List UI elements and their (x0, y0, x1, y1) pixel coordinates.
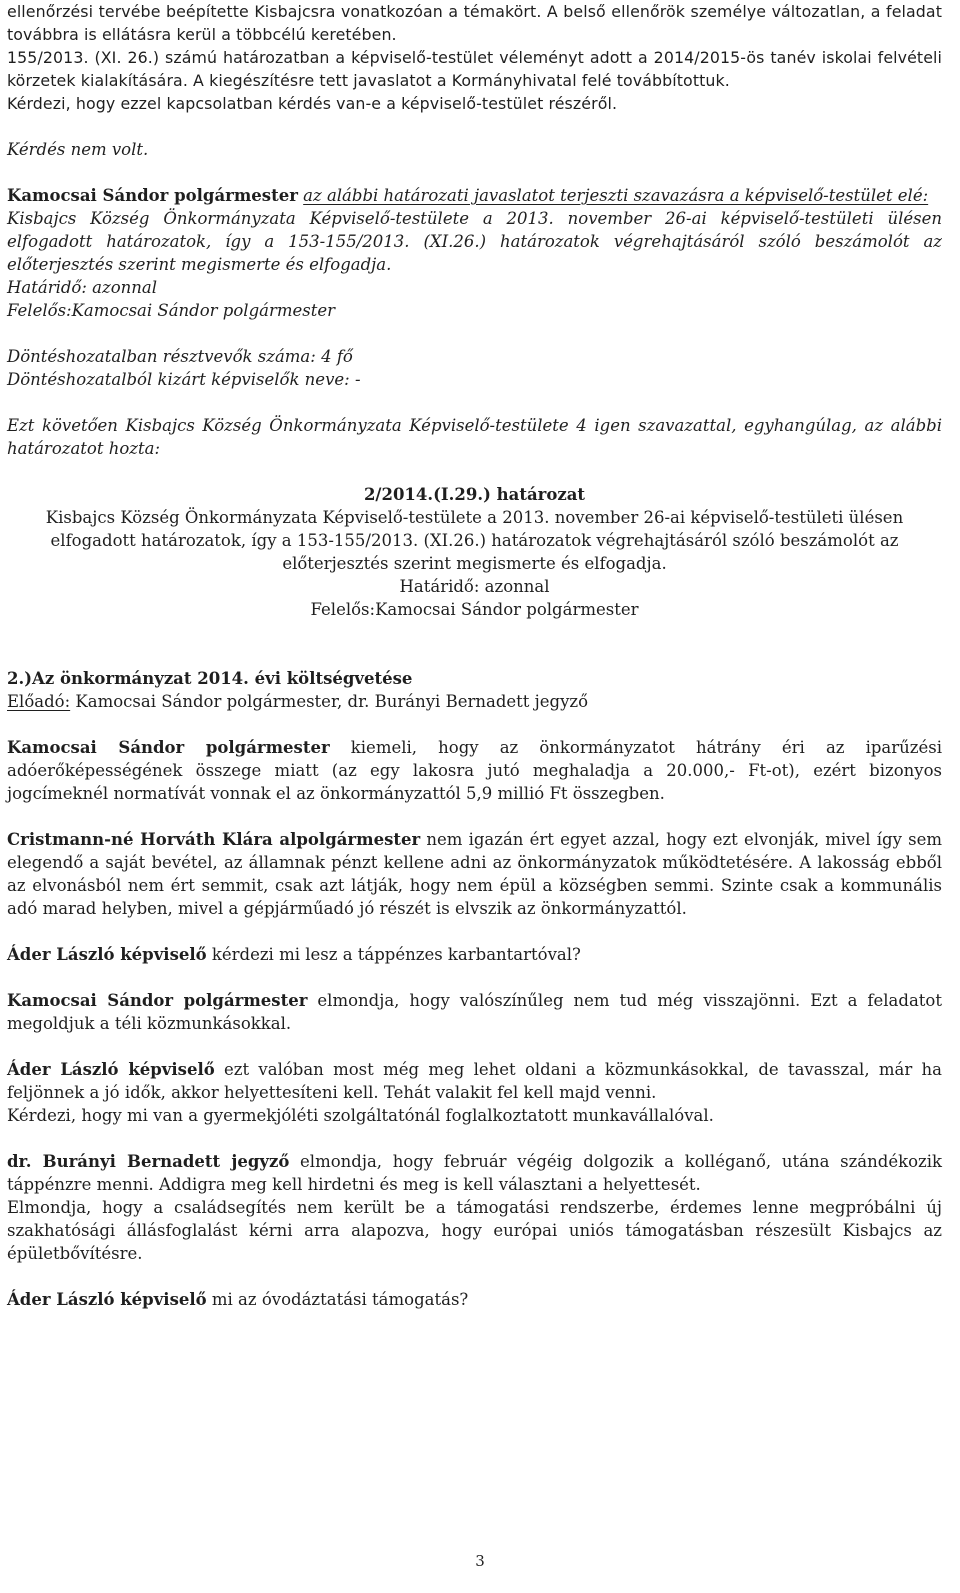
speaker-name: dr. Burányi Bernadett jegyző (7, 1152, 290, 1171)
discussion-paragraph (7, 1058, 942, 1104)
speaker-name: Cristmann-né Horváth Klára alpolgármester (7, 830, 421, 849)
discussion-paragraph (7, 828, 942, 920)
proposal-deadline: Határidő: azonnal (7, 278, 157, 297)
speaker-name: Áder László képviselő (7, 1290, 207, 1309)
proposal-lead (7, 184, 942, 207)
agenda-item-title: 2.)Az önkormányzat 2014. évi költségvetése (7, 669, 413, 688)
speaker-name: Kamocsai Sándor polgármester (7, 738, 330, 757)
speech-text: kérdezi mi lesz a táppénzes karbantartóval? (206, 945, 581, 964)
resolution-number: 2/2014.(I.29.) határozat (363, 485, 586, 504)
resolution-deadline: Határidő: azonnal (399, 577, 550, 596)
speech-text: ezt valóban most még meg lehet oldani a közmunkásokkal, de tavasszal, már ha feljönnek a jó idők, akkor helyettesíteni kell. Tehát valakit fel kell majd venni. (7, 1060, 942, 1102)
speech-text: nem igazán ért egyet azzal, hogy ezt elvonják, mivel így sem elegendő a saját bevétel, az államnak pénzt kellene adni az önkormányzatok működtetésére. A lakosság ebből az elvonásból nem ért semmit, csak azt látják, hogy nem épül a községben semmi. Szinte csak a kommunális adó marad helyben, mivel a gépjárműadó jó részét is elvszik az önkormányzattól. (7, 830, 942, 918)
no-question-note: Kérdés nem volt. (7, 140, 149, 159)
intro-paragraph-1: ellenőrzési tervébe beépítette Kisbajcsra vonatkozóan a témakört. A belső ellenőrök személye változatlan, a feladat továbbra is ellátásra kerül a többcélú keretében. (7, 2, 942, 44)
intro-paragraph-2: 155/2013. (XI. 26.) számú határozatban a képviselő-testület véleményt adott a 2014/2015-ös tanév iskolai felvételi körzetek kialakítására. A kiegészítésre tett javaslatot a Kormányhivatal felé továbbítottuk. (7, 48, 942, 90)
page-number: 3 (475, 1552, 485, 1570)
speech-continuation: Elmondja, hogy a családsegítés nem került be a támogatási rendszerbe, érdemes lenne megpróbálni új szakhatósági állásfoglalást kérni arra alapozva, hogy európai uniós támogatásban részesült Kisbajcs az épületbővítésre. (7, 1198, 942, 1263)
proposal-speaker: Kamocsai Sándor polgármester (7, 186, 298, 205)
speaker-name: Áder László képviselő (7, 945, 207, 964)
resolution-text: Kisbajcs Község Önkormányzata Képviselő-testülete a 2013. november 26-ai képviselő-testületi ülésen elfogadott határozatok, így a 153-155/2013. (XI.26.) határozatok végrehajtásáról szóló beszámolót az előterjesztés szerint megismerte és elfogadja. (45, 508, 904, 573)
speaker-name: Áder László képviselő (7, 1060, 215, 1079)
intro-paragraph-3: Kérdezi, hogy ezzel kapcsolatban kérdés van-e a képviselő-testület részéről. (7, 94, 618, 113)
speaker-name: Kamocsai Sándor polgármester (7, 991, 308, 1010)
presenter-label: Előadó: (7, 692, 71, 711)
presenter-names: Kamocsai Sándor polgármester, dr. Burányi Bernadett jegyző (70, 692, 589, 711)
speech-text: elmondja, hogy február végéig dolgozik a kolléganő, utána szándékozik táppénzre menni. Addigra meg kell hirdetni és meg is kell választani a helyettesét. (7, 1152, 942, 1194)
speech-continuation: Kérdezi, hogy mi van a gyermekjóléti szolgáltatónál foglalkoztatott munkavállalóval. (7, 1106, 714, 1125)
discussion-paragraph (7, 736, 942, 805)
agenda-presenter (7, 690, 942, 713)
discussion-paragraph (7, 1150, 942, 1196)
discussion-paragraph (7, 943, 942, 966)
decision-participants: Döntéshozatalban résztvevők száma: 4 fő (7, 347, 353, 366)
decision-vote: Ezt követően Kisbajcs Község Önkormányzata Képviselő-testülete 4 igen szavazattal, egyhangúlag, az alábbi határozatot hozta: (7, 416, 942, 458)
proposal-text: Kisbajcs Község Önkormányzata Képviselő-testülete a 2013. november 26-ai képviselő-testületi ülésen elfogadott határozatok, így a 153-155/2013. (XI.26.) határozatok végrehajtásáról szóló beszámolót az előterjesztés szerint megismerte és elfogadja. (7, 209, 942, 274)
resolution-responsible: Felelős:Kamocsai Sándor polgármester (310, 600, 639, 619)
proposal-lead-text: az alábbi határozati javaslatot terjeszti szavazásra a képviselő-testület elé: (303, 186, 929, 205)
discussion-paragraph (7, 989, 942, 1035)
speech-text: mi az óvodáztatási támogatás? (206, 1290, 469, 1309)
speech-text: elmondja, hogy valószínűleg nem tud még visszajönni. Ezt a feladatot megoldjuk a téli közmunkásokkal. (7, 991, 942, 1033)
decision-excluded: Döntéshozatalból kizárt képviselők neve: - (7, 370, 361, 389)
discussion-paragraph (7, 1288, 942, 1311)
speech-text: kiemeli, hogy az önkormányzatot hátrány éri az iparűzési adóerőképességének összege miatt (az egy lakosra jutó meghaladja a 20.000,- Ft-ot), ezért bizonyos jogcímeknél normatívát vonnak el az önkormányzattól 5,9 millió Ft összegben. (7, 738, 942, 803)
proposal-responsible: Felelős:Kamocsai Sándor polgármester (7, 301, 336, 320)
